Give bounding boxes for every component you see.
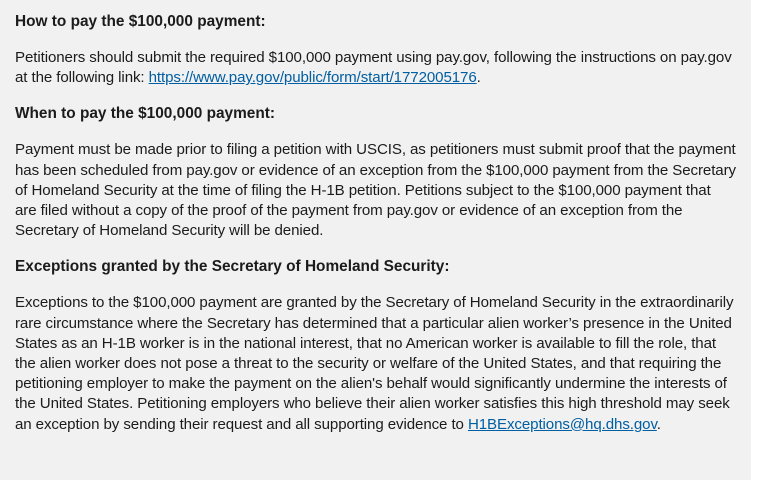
paygov-link[interactable]: https://www.pay.gov/public/form/start/1772005176 <box>148 69 477 87</box>
section-paragraph-when-to-pay: Payment must be made prior to filing a petition with USCIS, as petitioners must submit proof that the payment has been scheduled from pay.gov or evidence of an exception from the $100,000 payment from the Secretary of Homeland Security at the time of filing the H-1B petition. Petitions subject to the $100,000 payment that are filed without a copy of the proof of the payment from pay.gov or evidence of an exception from the Secretary of Homeland Security will be denied. <box>15 141 736 240</box>
paragraph-text: Exceptions to the $100,000 payment are granted by the Secretary of Homeland Security in the extraordinarily rare circumstance where the Secretary has determined that a particular alien worker’s presence in the United States as an H-1B worker is in the national interest, that no American worker is available to fill the role, that the alien worker does not pose a threat to the security or welfare of the United States, and that requiring the petitioning employer to make the payment on the alien's behalf would significantly undermine the interests of the United States. Petitioning employers who believe their alien worker satisfies this high threshold may seek an exception by sending their request and all supporting evidence to <box>15 294 734 433</box>
paragraph-text: Petitioners should submit the required $100,000 payment using pay.gov, following the instructions on pay.gov at the following link: <box>15 49 732 87</box>
section-paragraph-exceptions <box>15 293 736 434</box>
section-paragraph-how-to-pay <box>15 48 736 88</box>
page-margin <box>751 0 766 480</box>
section-heading-when-to-pay: When to pay the $100,000 payment: <box>15 105 276 123</box>
section-heading-exceptions: Exceptions granted by the Secretary of Homeland Security: <box>15 258 450 276</box>
paragraph-text-end: . <box>656 415 661 433</box>
section-heading-how-to-pay: How to pay the $100,000 payment: <box>15 13 266 30</box>
exceptions-email-link[interactable]: H1BExceptions@hq.dhs.gov <box>467 415 657 433</box>
paragraph-text-end: . <box>476 69 481 87</box>
